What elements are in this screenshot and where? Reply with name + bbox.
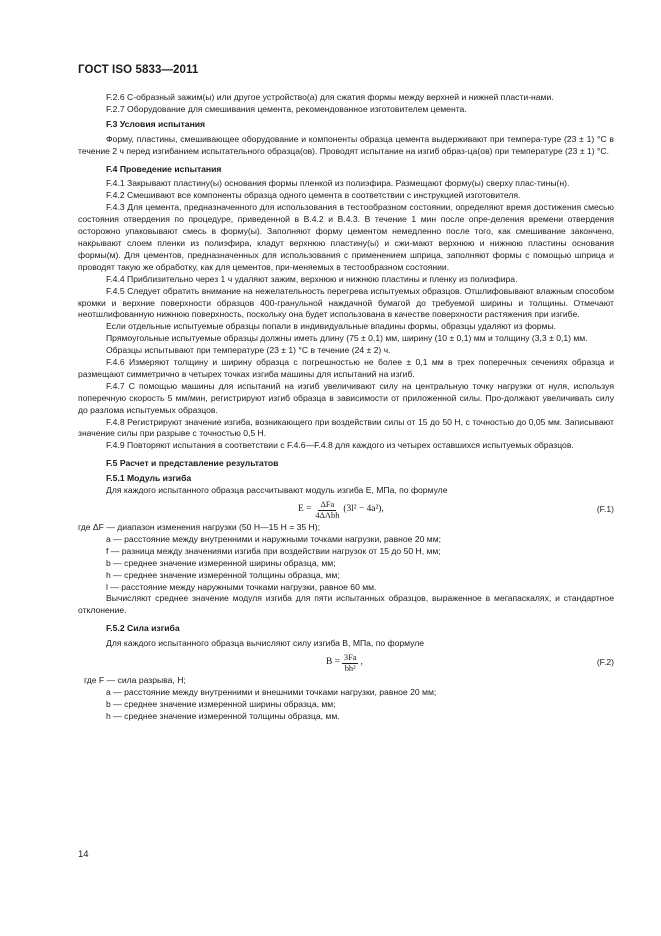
heading-f5: F.5 Расчет и представление результатов — [106, 458, 279, 469]
paragraph-f47: F.4.7 С помощью машины для испытаний на изгиб увеличивают силу на центральную точку нагрузки от нуля, используя поперечную скорость 5 мм/мин, регистрируют изгиб образца в зависимости от приложенной силы. Про-должают увеличивать силу до разлома испытуемых образцов. — [78, 380, 614, 415]
equation-f1-rest: (3l² − 4a²), — [343, 504, 384, 515]
equation-f2-denominator: bh² — [344, 663, 356, 673]
paragraph-f44: F.4.4 Приблизительно через 1 ч удаляют зажим, верхнюю и нижнюю пластины и пленку из полиэфира. — [106, 273, 518, 284]
paragraph-f41: F.4.1 Закрывают пластину(ы) основания формы пленкой из полиэфира. Размещают форму(ы) сверху плас-тины(н). — [106, 178, 570, 189]
equation-f2-number: (F.2) — [596, 657, 614, 668]
heading-f4: F.4 Проведение испытания — [106, 163, 222, 174]
heading-f52: F.5.2 Сила изгиба — [106, 623, 180, 634]
paragraph-f26: F.2.6 С-образный зажим(ы) или другое устройство(а) для сжатия формы между верхней и нижней пласти-нами. — [106, 92, 554, 102]
where-clause-f2: где F — сила разрыва, Н; — [84, 675, 186, 686]
equation-f2 — [78, 652, 614, 674]
definition-f1-b: b — среднее значение измеренной ширины образца, мм; — [106, 557, 336, 568]
equation-f2-rest: , — [360, 657, 363, 668]
paragraph-f45-c: Прямоугольные испытуемые образцы должны иметь длину (75 ± 0,1) мм, ширину (10 ± 0,1) мм и толщину (3,3 ± 0,1) мм. — [106, 333, 588, 344]
page-number: 14 — [78, 849, 89, 860]
paragraph-f52: Для каждого испытанного образца вычисляют силу изгиба В, МПа, по формуле — [106, 638, 425, 649]
paragraph-f43: F.4.3 Для цемента, предназначенного для использования в тестообразном состоянии, определяют время достижения смесью состояния отвердения по процедуре, приведенной в В.4.2 и В.4.3. В течение 1 мин после опре-деления времени отвердения осторожно упаковывают смесь в форму(ы). Заполняют форму цементом немедленно после того, как смешивание закончено, накрывают слоем пленки из полиэфира, кладут верхнюю пластину(ы) и сжи-мают верхнюю и нижнюю пластины основания формы(м). Для цементов, предназначенных для использования с применением шприца, заполняют формы с помощью шприца и проводят такую же обработку, как для цементов, при-меняемых в тестообразном состоянии. — [78, 202, 614, 272]
paragraph-f45: F.4.5 Следует обратить внимание на нежелательность перегрева испытуемых образцов. Отшлифовывают влажным способом кромки и верхние поверхности образцов 400-гранульной наждачной бумагой до требуемой ширины и толщины. Отмечают неотшлифованную нижнюю поверхность, поскольку она будет использована в качестве поверхности растяжения при изгибе. — [78, 285, 614, 320]
paragraph-f51-end: Вычисляют среднее значение модуля изгиба для пяти испытанных образцов, выраженное в мегапаскалях, и стандартное отклонение. — [78, 593, 614, 616]
paragraph-f46: F.4.6 Измеряют толщину и ширину образца с погрешностью не более ± 0,1 мм в трех поперечных сечениях образца и размещают симметрично в четырех точках изгиба машины для испытаний на изгиб. — [78, 357, 614, 379]
equation-f1 — [78, 499, 614, 521]
definition-f2-b: b — среднее значение измеренной ширины образца, мм; — [106, 698, 336, 709]
paragraph-f49: F.4.9 Повторяют испытания в соответствии с F.4.6—F.4.8 для каждого из четырех оставшихся испытуемых образцов. — [106, 440, 574, 451]
definition-f1-a: a — расстояние между внутренними и наружными точками нагрузки, равное 20 мм; — [106, 533, 441, 544]
definition-f1-l: l — расстояние между наружными точками нагрузки, равное 60 мм. — [106, 581, 377, 592]
equation-f1-numerator: ΔFa — [320, 500, 335, 509]
definition-f1-h: h — среднее значение измеренной толщины образца, мм; — [106, 569, 340, 580]
where-clause-f1: где ΔF — диапазон изменения нагрузки (50 Н—15 Н = 35 Н); — [78, 522, 321, 532]
heading-f51: F.5.1 Модуль изгиба — [106, 473, 192, 484]
equation-f2-lhs: B = — [326, 657, 340, 668]
paragraph-f27: F.2.7 Оборудование для смешивания цемента, рекомендованное изготовителем цемента. — [106, 103, 467, 114]
heading-f3: F.3 Условия испытания — [106, 118, 206, 129]
paragraph-f45-b: Если отдельные испытуемые образцы попали в индивидуальные впадины формы, образцы удаляют из формы. — [106, 321, 557, 332]
paragraph-f51: Для каждого испытанного образца рассчитывают модуль изгиба Е, МПа, по формуле — [106, 485, 448, 496]
paragraph-f45-d: Образцы испытывают при температуре (23 ± 1) °С в течение (24 ± 2) ч. — [106, 345, 391, 356]
definition-f1-f: f — разница между значениями изгиба при воздействии нагрузок от 15 до 50 Н, мм; — [106, 545, 441, 556]
equation-f2-numerator: 3Fa — [343, 653, 357, 663]
page-header: ГОСТ ISO 5833—2011 — [78, 64, 199, 76]
equation-f1-denominator: 4ΔΛbh — [315, 510, 340, 520]
definition-f2-a: a — расстояние между внутренними и внешними точками нагрузки, равное 20 мм; — [106, 686, 437, 697]
definition-f2-h: h — среднее значение измеренной толщины образца, мм. — [106, 710, 340, 721]
paragraph-f3: Форму, пластины, смешивающее оборудование и компоненты образца цемента выдерживают при темпера-туре (23 ± 1) °С в течение 2 ч перед изгибанием испытательного образца(ов). Проводят испытание на изгиб образ-ца(ов) при температуре (23 ± 1) °С. — [78, 133, 614, 156]
document-body — [78, 92, 614, 723]
equation-f1-lhs: E = — [298, 504, 312, 515]
paragraph-f48: F.4.8 Регистрируют значение изгиба, возникающего при воздействии силы от 15 до 50 Н, с точностью до 0,05 мм. Записывают значение силы при разрыве с точностью 0,5 Н. — [78, 416, 614, 439]
paragraph-f42: F.4.2 Смешивают все компоненты образца одного цемента в соответствии с инструкцией изготовителя. — [106, 190, 521, 201]
equation-f1-number: (F.1) — [596, 504, 614, 514]
